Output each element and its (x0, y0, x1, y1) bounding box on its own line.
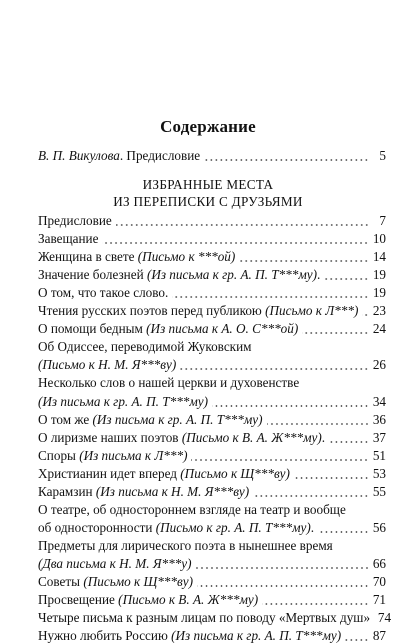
entry-title: Женщина в свете (38, 249, 138, 264)
dot-leader (191, 459, 369, 461)
toc-row-text (38, 466, 290, 482)
toc-row-text (38, 520, 314, 536)
entry-tail: . (317, 267, 321, 282)
entry-subtitle: (Из письма к Л***) (79, 448, 188, 463)
entry-title: Советы (38, 574, 84, 589)
entry-title: Четыре письма к разным лицам по поводу «Мертвых душ» (38, 610, 371, 625)
entry-subtitle: (Из письма к гр. А. П. Т***му) (38, 394, 209, 409)
page-title: Содержание (160, 117, 256, 136)
toc-row-text (38, 484, 249, 500)
entry-title: О помощи бедным (38, 321, 147, 336)
toc-row-text (38, 339, 252, 355)
entry-title: Карамзин (38, 484, 96, 499)
toc-row-text (38, 412, 263, 428)
author-name: В. П. Викулова (38, 148, 120, 163)
page-number: 87 (372, 628, 386, 643)
toc-row-text (38, 321, 298, 337)
page-number: 53 (372, 466, 386, 481)
toc-row-text (38, 357, 176, 373)
entry-subtitle: (Из письма к А. О. С***ой) (146, 321, 299, 336)
page-number: 19 (372, 285, 386, 300)
toc-row-text (38, 267, 320, 283)
entry-title: Нужно любить Россию (38, 628, 172, 643)
dot-leader (116, 224, 369, 226)
dot-leader (204, 159, 369, 161)
toc-row-text (38, 148, 200, 164)
toc-row-text (38, 592, 258, 608)
toc-row (38, 483, 386, 500)
toc-row (38, 374, 386, 391)
toc-row-preface (38, 147, 386, 164)
dot-leader (318, 531, 369, 533)
entry-title: Значение болезней (38, 267, 147, 282)
dot-leader (172, 296, 369, 298)
entry-subtitle: (Письмо к ***ой) (137, 249, 236, 264)
dot-leader (102, 242, 369, 244)
toc-row-text (38, 303, 358, 319)
entry-subtitle: (Письмо к Щ***ву) (180, 466, 290, 481)
page-number: 37 (372, 430, 386, 445)
dot-leader (267, 423, 369, 425)
toc-row (38, 555, 386, 572)
dot-leader (329, 441, 369, 443)
dot-leader (362, 314, 369, 316)
page-number: 36 (372, 412, 386, 427)
dot-leader (253, 495, 369, 497)
dot-leader (294, 477, 369, 479)
toc-row (38, 537, 386, 554)
dot-leader (324, 278, 369, 280)
page-number: 74 (377, 610, 392, 625)
page-number: 14 (372, 249, 386, 264)
entry-title: Несколько слов о нашей церкви и духовенстве (38, 375, 300, 390)
dot-leader (302, 332, 369, 334)
toc-row-text (38, 502, 346, 518)
entry-subtitle: (Письмо к Н. М. Я***ву) (38, 357, 177, 372)
page-number: 55 (372, 484, 386, 499)
entry-subtitle: (Из письма к гр. А. П. Т***му) (146, 267, 317, 282)
entry-subtitle: (Письмо к В. А. Ж***му) (181, 430, 322, 445)
toc-row (38, 465, 386, 482)
entry-title: Предисловие (38, 213, 112, 228)
page-number: 23 (372, 303, 386, 318)
dot-leader (239, 260, 369, 262)
toc-row-text (38, 394, 208, 410)
toc-row-text (38, 249, 235, 265)
page-number: 24 (372, 321, 386, 336)
dot-leader (345, 639, 369, 641)
section-heading-line-2: ИЗ ПЕРЕПИСКИ С ДРУЗЬЯМИ (113, 194, 303, 209)
toc-row-text (38, 375, 299, 391)
dot-leader (197, 585, 369, 587)
entry-title: Споры (38, 448, 80, 463)
page-number: 10 (372, 231, 386, 246)
entry-title: О том, что такое слово (38, 285, 165, 300)
entry-title: Об Одиссее, переводимой Жуковским (38, 339, 252, 354)
page-number: 56 (372, 520, 386, 535)
entry-subtitle: (Из письма к Н. М. Я***ву) (95, 484, 250, 499)
toc-row-text (38, 556, 192, 572)
toc-row (38, 393, 386, 410)
toc-row (38, 212, 386, 229)
toc-row (38, 266, 386, 283)
entry-subtitle: (Два письма к Н. М. Я***у) (38, 556, 192, 571)
toc-row-text (38, 285, 168, 301)
entry-title: . Предисловие (119, 148, 201, 163)
toc-row (38, 573, 386, 590)
entry-subtitle: (Из письма к гр. А. П. Т***му) (171, 628, 342, 643)
dot-leader (180, 368, 369, 370)
toc-row (38, 356, 386, 373)
toc-row (38, 338, 386, 355)
toc-row-text (38, 574, 193, 590)
entry-title: О том же (38, 412, 93, 427)
entry-title: Предметы для лирического поэта в нынешнее время (38, 538, 333, 553)
toc-row (38, 230, 386, 247)
toc-row (38, 320, 386, 337)
toc-row-text (38, 628, 341, 644)
page-number: 51 (372, 448, 386, 463)
page-number: 66 (372, 556, 386, 571)
page-number: 19 (372, 267, 386, 282)
toc-row (38, 411, 386, 428)
entry-title: Чтения русских поэтов перед публикою (38, 303, 266, 318)
toc-row (38, 302, 386, 319)
toc-row (38, 284, 386, 301)
entry-subtitle: (Письмо к В. А. Ж***му) (118, 592, 259, 607)
toc-row (38, 627, 386, 644)
section-heading (0, 176, 416, 210)
entry-title: О лиризме наших поэтов (38, 430, 182, 445)
dot-leader (262, 603, 369, 605)
page-number: 70 (372, 574, 386, 589)
entry-title: Христианин идет вперед (38, 466, 181, 481)
page-number: 5 (379, 148, 386, 163)
toc-row (38, 501, 386, 518)
entry-subtitle: (Письмо к Л***) (265, 303, 359, 318)
toc-row (38, 609, 392, 626)
entry-title: Просвещение (38, 592, 119, 607)
toc-row-text (38, 213, 112, 229)
page-number: 71 (372, 592, 386, 607)
entry-title: об односторонности (38, 520, 156, 535)
toc-row-text (38, 448, 187, 464)
toc-row (38, 447, 386, 464)
toc-row (38, 519, 386, 536)
toc-row (38, 429, 386, 446)
toc-row-text (38, 538, 333, 554)
entry-tail: . (310, 520, 315, 535)
section-heading-line-1: ИЗБРАННЫЕ МЕСТА (142, 177, 274, 192)
toc-row-text (38, 610, 370, 626)
dot-leader (196, 567, 369, 569)
entry-subtitle: (Письмо к Щ***ву) (83, 574, 193, 589)
entry-title: О театре, об одностороннем взгляде на театр и вообще (38, 502, 346, 517)
toc-row-text (38, 430, 325, 446)
toc-row (38, 248, 386, 265)
toc-row (38, 591, 386, 608)
toc-row-text (38, 231, 98, 247)
page-number: 34 (372, 394, 386, 409)
dot-leader (212, 405, 369, 407)
entry-subtitle: (Из письма к гр. А. П. Т***му) (92, 412, 263, 427)
entry-title: Завещание (38, 231, 99, 246)
page-number: 7 (379, 213, 386, 228)
entry-tail: . (321, 430, 326, 445)
entry-subtitle: (Письмо к гр. А. П. Т***му) (155, 520, 311, 535)
page-number: 26 (372, 357, 386, 372)
entry-tail: . (164, 285, 169, 300)
